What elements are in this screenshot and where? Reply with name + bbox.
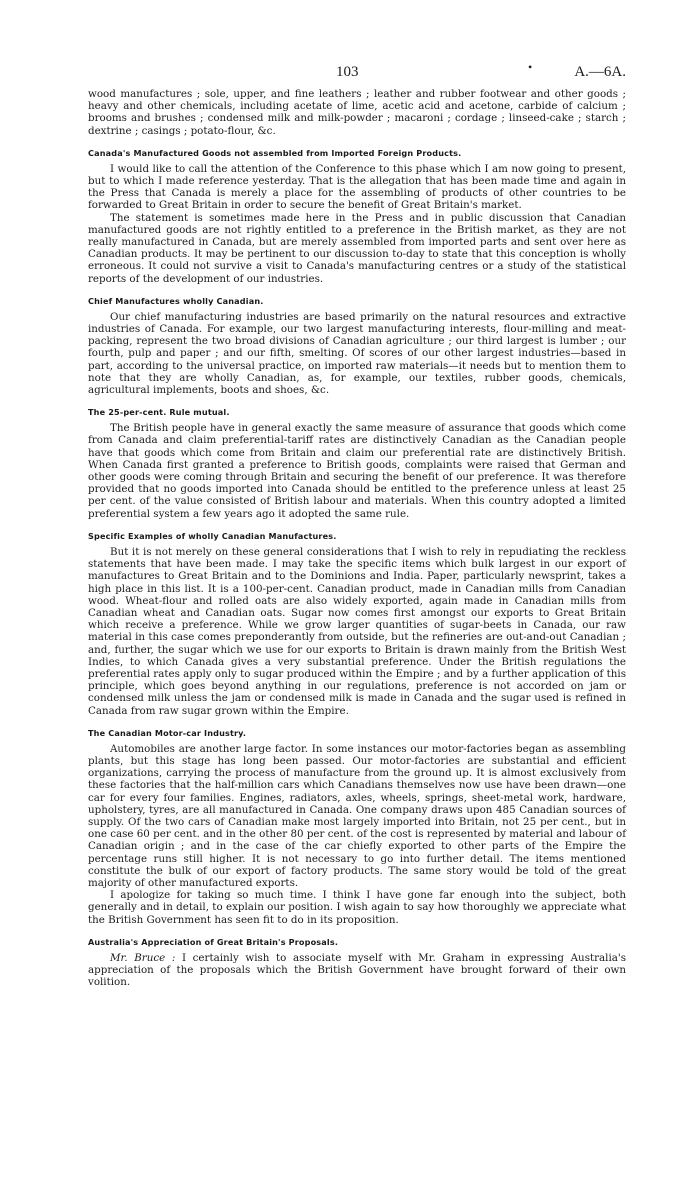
section-paragraph: I would like to call the attention of the Conference to this phase which I am now going to present, but to which I made reference yesterday. That is the allegation that has been made time and again in the Press that Canada is merely a place for the assembling of products of other countries to be forwarded to Great Britain in order to secure the benefit of Great Britain's market. (88, 162, 626, 212)
section-paragraph: Our chief manufacturing industries are based primarily on the natural resources and extractive industries of Canada. For example, our two largest manufacturing interests, flour-milling and meat-packing, represent the two broad divisions of Canadian agriculture ; our third largest is lumber ; our fourth, pulp and paper ; and our fifth, smelting. Of scores of our other largest industries—based in part, according to the universal practice, on imported raw materials—it needs but to mention them to note that they are wholly Canadian, as, for example, our textiles, rubber goods, chemicals, agricultural implements, boots and shoes, &c. (88, 310, 626, 397)
header-dot: • (528, 60, 533, 74)
speaker-name: Mr. Bruce : (110, 951, 176, 964)
speaker-paragraph (88, 952, 626, 989)
section-paragraph: I apologize for taking so much time. I think I have gone far enough into the subject, both generally and in detail, to explain our position. I wish again to say how thoroughly we appreciate what the British Government has seen fit to do in its proposition. (88, 889, 626, 926)
continuation-paragraph: wood manufactures ; sole, upper, and fine leathers ; leather and rubber footwear and other goods ; heavy and other chemicals, including acetate of lime, acetic acid and acetone, carbide of calcium ; brooms and brushes ; condensed milk and milk-powder ; macaroni ; cordage ; linseed-cake ; starch ; dextrine ; casings ; potato-flour, &c. (88, 88, 626, 137)
document-page (88, 60, 627, 989)
speaker-text: I certainly wish to associate myself with Mr. Graham in expressing Australia's appreciation of the proposals which the British Government have brought forward of their own volition. (88, 951, 627, 989)
section-paragraph: The British people have in general exactly the same measure of assurance that goods which come from Canada and claim preferential-tariff rates are distinctively Canadian as the Canadian people have that goods which come from Britain and claim our preferential rate are distinctively British. When Canada first granted a preference to British goods, complaints were raised that German and other goods were coming through Britain and securing the benefit of our preference. It was therefore provided that no goods imported into Canada should be entitled to the preference unless at least 25 per cent. of the value consisted of British labour and materials. When this country adopted a limited preferential system a few years ago it adopted the same rule. (88, 422, 626, 520)
page-number: 103 (336, 64, 359, 80)
section-paragraph: The statement is sometimes made here in the Press and in public discussion that Canadian manufactured goods are not rightly entitled to a preference in the British market, as they are not really manufactured in Canada, but are merely assembled from imported parts and sent over here as Canadian products. It may be pertinent to our discussion to-day to state that this conception is wholly erroneous. It could not survive a visit to Canada's manufacturing centres or a study of the statistical reports of the development of our industries. (88, 211, 626, 285)
section-heading: Specific Examples of wholly Canadian Manufactures. (88, 530, 337, 541)
section-heading: Canada's Manufactured Goods not assembled from Imported Foreign Products. (88, 147, 462, 158)
section-canada-manufactured-goods (88, 148, 626, 285)
section-heading: Chief Manufactures wholly Canadian. (88, 295, 264, 306)
section-paragraph: But it is not merely on these general considerations that I wish to rely in repudiating the reckless statements that have been made. I may take the specific items which bulk largest in our export of manufactures to Great Britain and to the Dominions and India. Paper, particularly newsprint, takes a high place in this list. It is a 100-per-cent. Canadian product, made in Canadian mills from Canadian wood. Wheat-flour and rolled oats are also widely exported, again made in Canadian mills from Canadian wheat and Canadian oats. Sugar now comes first amongst our exports to Great Britain which receive a preference. While we grow larger quantities of sugar-beets in Canada, our raw material in this case comes preponderantly from outside, but the refineries are out-and-out Canadian ; and, further, the sugar which we use for our exports to Britain is drawn mainly from the British West Indies, to which Canada gives a very substantial preference. Under the British regulations the preferential rates apply only to sugar produced within the Empire ; and by a further application of this principle, which goes beyond anything in our regulations, preference is not accorded on jam or condensed milk unless the jam or condensed milk is made in Canada and the sugar used is refined in Canada from raw sugar grown within the Empire. (88, 545, 626, 717)
section-paragraph: Automobiles are another large factor. In some instances our motor-factories began as assembling plants, but this stage has long been passed. Our motor-factories are substantial and efficient organizations, carrying the process of manufacture from the ground up. It is almost exclusively from these factories that the half-million cars which Canadians themselves now use have been drawn—one car for every four families. Engines, radiators, axles, wheels, springs, sheet-metal work, hardware, upholstery, tyres, are all manufactured in Canada. One company draws upon 485 Canadian sources of supply. Of the two cars of Canadian make most largely imported into Britain, not 25 per cent., but in one case 60 per cent. and in the other 80 per cent. of the cost is represented by material and labour of Canadian origin ; and in the case of the car chiefly exported to other parts of the Empire the percentage runs still higher. It is not necessary to go into further detail. The items mentioned constitute the bulk of our export of factory products. The same story would be told of the great majority of other manufactured exports. (88, 742, 626, 889)
section-motor-car-industry (88, 728, 626, 926)
page-header (88, 60, 626, 88)
section-australia-appreciation (88, 937, 626, 989)
section-heading: The Canadian Motor-car Industry. (88, 727, 247, 738)
section-heading: Australia's Appreciation of Great Britain's Proposals. (88, 936, 339, 947)
section-heading: The 25-per-cent. Rule mutual. (88, 407, 230, 418)
section-25-per-cent-rule (88, 407, 626, 520)
section-specific-examples (88, 531, 626, 717)
section-chief-manufactures (88, 296, 626, 396)
document-reference: A.—6A. (574, 64, 626, 80)
